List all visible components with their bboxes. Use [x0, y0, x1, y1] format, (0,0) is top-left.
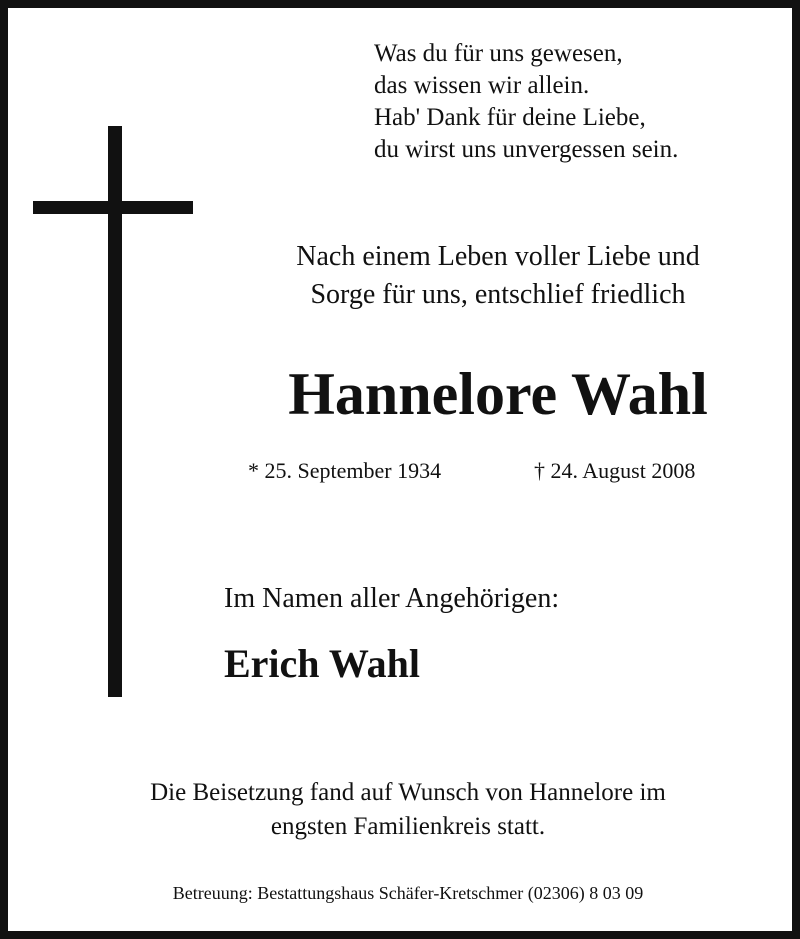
funeral-home-credit: Betreuung: Bestattungshaus Schäfer-Kretschmer (02306) 8 03 09: [172, 883, 644, 903]
birth-date: * 25. September 1934: [248, 458, 442, 483]
burial-line: Die Beisetzung fand auf Wunsch von Hannelore im: [150, 779, 666, 806]
poem-line: Hab' Dank für deine Liebe,: [374, 104, 646, 131]
burial-notice: [48, 776, 768, 844]
poem-line: du wirst uns unvergessen sein.: [374, 136, 679, 163]
intro-line: Sorge für uns, entschlief friedlich: [310, 279, 686, 310]
mourner-name: Erich Wahl: [224, 641, 420, 686]
deceased-name: Hannelore Wahl: [288, 361, 708, 427]
mourners-label: Im Namen aller Angehörigen:: [224, 583, 560, 614]
burial-line: engsten Familienkreis statt.: [270, 813, 546, 840]
cross-horizontal-bar: [33, 201, 193, 214]
poem-line: Was du für uns gewesen,: [374, 40, 623, 67]
intro-line: Nach einem Leben voller Liebe und: [296, 241, 700, 272]
death-date: † 24. August 2008: [534, 458, 696, 483]
poem-line: das wissen wir allein.: [374, 72, 590, 99]
memorial-poem: [374, 38, 774, 166]
intro-text: [208, 238, 788, 314]
